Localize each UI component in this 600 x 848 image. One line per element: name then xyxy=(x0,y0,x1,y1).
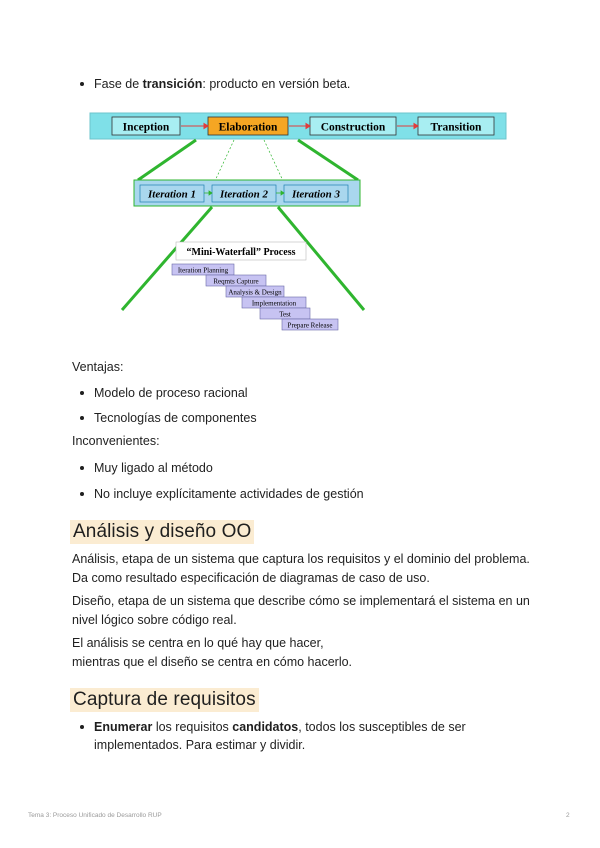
list-item: Modelo de proceso racional xyxy=(94,386,248,400)
waterfall-step-label: Iteration Planning xyxy=(177,266,229,275)
dashed-connector xyxy=(214,140,234,183)
rup-diagram xyxy=(88,110,508,335)
phase-label: Construction xyxy=(320,121,386,134)
waterfall-step-label: Prepare Release xyxy=(287,321,333,330)
list-item: Muy ligado al método xyxy=(94,461,213,475)
section-heading-analisis: Análisis y diseño OO xyxy=(70,520,254,544)
phase-label: Inception xyxy=(122,121,170,134)
inconvenientes-label: Inconvenientes: xyxy=(72,434,160,448)
waterfall-step-label: Reqmts Capture xyxy=(213,277,259,286)
green-connector xyxy=(298,140,358,180)
phase-label: Transition xyxy=(430,121,482,134)
section-heading-captura: Captura de requisitos xyxy=(70,688,259,712)
ventajas-label: Ventajas: xyxy=(72,360,124,374)
page-number: 2 xyxy=(566,812,570,819)
waterfall-step-label: Test xyxy=(279,310,291,319)
waterfall-step-label: Implementation xyxy=(251,299,297,308)
paragraph-comparison: El análisis se centra en lo qué hay que hacer, mientras que el diseño se centra en cómo hacerlo. xyxy=(72,636,353,669)
paragraph-analisis: Análisis, etapa de un sistema que captura los requisitos y el dominio del problema. Da como resultado especificación de diagramas de caso de uso. xyxy=(72,552,530,585)
waterfall-step-label: Analysis & Design xyxy=(228,288,282,297)
list-item: No incluye explícitamente actividades de gestión xyxy=(94,487,364,501)
bold-term: transición xyxy=(142,77,203,91)
iteration-label: Iteration 3 xyxy=(292,188,340,201)
iteration-label: Iteration 2 xyxy=(220,188,268,201)
iteration-label: Iteration 1 xyxy=(148,188,196,201)
waterfall-title: “Mini-Waterfall” Process xyxy=(186,247,296,258)
intro-bullet: Fase de transición: producto en versión beta. xyxy=(94,77,351,91)
list-item: Tecnologías de componentes xyxy=(94,411,257,425)
phase-label: Elaboration xyxy=(218,121,278,134)
green-connector xyxy=(138,140,196,180)
list-item: Enumerar los requisitos candidatos, todos los susceptibles de ser implementados. Para estimar y dividir. xyxy=(94,718,494,754)
paragraph-diseno: Diseño, etapa de un sistema que describe cómo se implementará el sistema en un nivel lógico sobre código real. xyxy=(72,594,530,627)
dashed-connector xyxy=(264,140,284,183)
footer-title: Tema 3: Proceso Unificado de Desarrollo RUP xyxy=(28,812,162,819)
